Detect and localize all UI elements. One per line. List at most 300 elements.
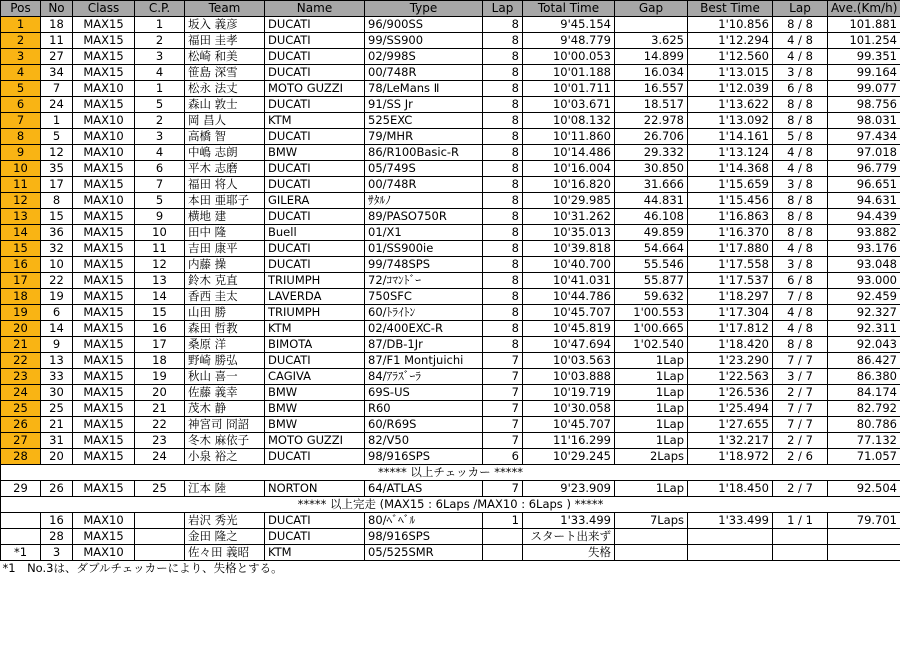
cell-gap: 1Lap xyxy=(615,353,688,369)
cell-team: 岩沢 秀光 xyxy=(185,513,265,529)
cell-pos xyxy=(1,513,41,529)
cell-cp: 20 xyxy=(135,385,185,401)
cell-cp: 23 xyxy=(135,433,185,449)
cell-average: 82.792 xyxy=(828,401,900,417)
cell-no: 8 xyxy=(41,193,73,209)
cell-total-time: 10'03.671 xyxy=(523,97,615,113)
cell-best-lap: 3 / 8 xyxy=(773,257,828,273)
cell-total-time: 10'41.031 xyxy=(523,273,615,289)
cell-team: 野崎 勝弘 xyxy=(185,353,265,369)
cell-best-lap: 1 / 1 xyxy=(773,513,828,529)
cell-best-lap: 2 / 6 xyxy=(773,449,828,465)
cell-no: 35 xyxy=(41,161,73,177)
cell-team: 福田 将人 xyxy=(185,177,265,193)
cell-average: 92.043 xyxy=(828,337,900,353)
cell-class: MAX15 xyxy=(73,33,135,49)
cell-cp: 16 xyxy=(135,321,185,337)
cell-no: 14 xyxy=(41,321,73,337)
cell-best-time: 1'13.622 xyxy=(688,97,773,113)
cell-cp xyxy=(135,513,185,529)
table-row xyxy=(1,401,900,417)
cell-best-time: 1'17.812 xyxy=(688,321,773,337)
cell-class: MAX10 xyxy=(73,113,135,129)
cell-best-time: 1'18.297 xyxy=(688,289,773,305)
cell-gap: 1'02.540 xyxy=(615,337,688,353)
cell-total-time: 10'19.719 xyxy=(523,385,615,401)
cell-pos: 29 xyxy=(1,481,41,497)
table-row xyxy=(1,161,900,177)
cell-gap: 16.034 xyxy=(615,65,688,81)
cell-gap: 1Lap xyxy=(615,385,688,401)
cell-average: 92.459 xyxy=(828,289,900,305)
cell-name: MOTO GUZZI xyxy=(265,81,365,97)
table-row xyxy=(1,529,900,545)
cell-cp: 3 xyxy=(135,129,185,145)
cell-team: 金田 隆之 xyxy=(185,529,265,545)
cell-best-time: 1'16.370 xyxy=(688,225,773,241)
cell-type: 98/916SPS xyxy=(365,449,483,465)
cell-name: DUCATI xyxy=(265,49,365,65)
cell-pos: 17 xyxy=(1,273,41,289)
cell-best-lap: 7 / 7 xyxy=(773,417,828,433)
cell-best-time: 1'25.494 xyxy=(688,401,773,417)
cell-best-lap: 3 / 8 xyxy=(773,177,828,193)
cell-cp: 10 xyxy=(135,225,185,241)
cell-pos: 11 xyxy=(1,177,41,193)
cell-name: DUCATI xyxy=(265,97,365,113)
cell-cp: 5 xyxy=(135,193,185,209)
cell-type: 02/400EXC-R xyxy=(365,321,483,337)
cell-gap: 29.332 xyxy=(615,145,688,161)
cell-class: MAX15 xyxy=(73,241,135,257)
cell-no: 12 xyxy=(41,145,73,161)
cell-total-time: 10'00.053 xyxy=(523,49,615,65)
cell-class: MAX15 xyxy=(73,273,135,289)
cell-team: 冬木 麻依子 xyxy=(185,433,265,449)
cell-total-time: 10'45.819 xyxy=(523,321,615,337)
cell-lap: 7 xyxy=(483,353,523,369)
cell-team: 江本 陸 xyxy=(185,481,265,497)
cell-class: MAX15 xyxy=(73,417,135,433)
cell-average: 101.881 xyxy=(828,17,900,33)
cell-pos: 19 xyxy=(1,305,41,321)
cell-total-time: 10'45.707 xyxy=(523,417,615,433)
cell-gap: 1Lap xyxy=(615,481,688,497)
table-row xyxy=(1,145,900,161)
cell-team: 中嶋 志朗 xyxy=(185,145,265,161)
cell-name: DUCATI xyxy=(265,33,365,49)
table-row xyxy=(1,481,900,497)
cell-best-time: 1'13.124 xyxy=(688,145,773,161)
cell-type: R60 xyxy=(365,401,483,417)
cell-gap: 55.546 xyxy=(615,257,688,273)
cell-no: 28 xyxy=(41,529,73,545)
cell-type: 96/900SS xyxy=(365,17,483,33)
cell-name: KTM xyxy=(265,321,365,337)
cell-pos: 8 xyxy=(1,129,41,145)
cell-pos: 7 xyxy=(1,113,41,129)
cell-no: 31 xyxy=(41,433,73,449)
cell-name: DUCATI xyxy=(265,241,365,257)
cell-cp: 6 xyxy=(135,161,185,177)
cell-no: 11 xyxy=(41,33,73,49)
header-pos: Pos xyxy=(1,1,41,17)
cell-class: MAX15 xyxy=(73,433,135,449)
cell-no: 20 xyxy=(41,449,73,465)
cell-class: MAX15 xyxy=(73,321,135,337)
header-gap: Gap xyxy=(615,1,688,17)
cell-pos: 15 xyxy=(1,241,41,257)
cell-name: BMW xyxy=(265,385,365,401)
cell-type: 80/ﾍﾞﾍﾞﾙ xyxy=(365,513,483,529)
cell-lap: 8 xyxy=(483,129,523,145)
cell-average: 98.031 xyxy=(828,113,900,129)
header-name: Name xyxy=(265,1,365,17)
header-cp: C.P. xyxy=(135,1,185,17)
cell-cp: 1 xyxy=(135,17,185,33)
cell-total-time: 10'45.707 xyxy=(523,305,615,321)
table-row xyxy=(1,417,900,433)
header-type: Type xyxy=(365,1,483,17)
cell-team: 高橋 智 xyxy=(185,129,265,145)
cell-gap: 3.625 xyxy=(615,33,688,49)
cell-type: 01/X1 xyxy=(365,225,483,241)
cell-name: LAVERDA xyxy=(265,289,365,305)
cell-team: 吉田 康平 xyxy=(185,241,265,257)
cell-gap xyxy=(615,545,688,561)
cell-lap: 6 xyxy=(483,449,523,465)
cell-cp: 19 xyxy=(135,369,185,385)
cell-type: 00/748R xyxy=(365,177,483,193)
cell-cp xyxy=(135,529,185,545)
cell-total-time: 10'03.563 xyxy=(523,353,615,369)
cell-type: 05/525SMR xyxy=(365,545,483,561)
header-class: Class xyxy=(73,1,135,17)
cell-best-time: 1'12.039 xyxy=(688,81,773,97)
cell-no: 34 xyxy=(41,65,73,81)
table-row xyxy=(1,177,900,193)
cell-best-lap: 6 / 8 xyxy=(773,81,828,97)
cell-team: 坂入 義彦 xyxy=(185,17,265,33)
cell-lap: 8 xyxy=(483,113,523,129)
cell-class: MAX15 xyxy=(73,449,135,465)
cell-name: DUCATI xyxy=(265,257,365,273)
cell-team: 茂木 静 xyxy=(185,401,265,417)
cell-best-lap: 4 / 8 xyxy=(773,33,828,49)
cell-class: MAX15 xyxy=(73,65,135,81)
cell-lap: 8 xyxy=(483,337,523,353)
header-average: Ave.(Km/h) xyxy=(828,1,900,17)
cell-average: 97.434 xyxy=(828,129,900,145)
cell-average: 93.000 xyxy=(828,273,900,289)
cell-cp: 7 xyxy=(135,177,185,193)
cell-no: 21 xyxy=(41,417,73,433)
cell-cp: 1 xyxy=(135,81,185,97)
cell-average: 92.504 xyxy=(828,481,900,497)
cell-name: MOTO GUZZI xyxy=(265,433,365,449)
cell-lap: 8 xyxy=(483,273,523,289)
cell-pos: 18 xyxy=(1,289,41,305)
cell-team: 小泉 裕之 xyxy=(185,449,265,465)
header-best-lap: Lap xyxy=(773,1,828,17)
cell-gap: 16.557 xyxy=(615,81,688,97)
table-row xyxy=(1,513,900,529)
cell-best-lap: 3 / 7 xyxy=(773,369,828,385)
cell-total-time: 10'01.188 xyxy=(523,65,615,81)
header-best-time: Best Time xyxy=(688,1,773,17)
cell-gap xyxy=(615,529,688,545)
cell-total-time: 9'48.779 xyxy=(523,33,615,49)
cell-pos: 6 xyxy=(1,97,41,113)
cell-pos: 13 xyxy=(1,209,41,225)
cell-team: 鈴木 克直 xyxy=(185,273,265,289)
cell-team: 内藤 操 xyxy=(185,257,265,273)
cell-gap: 1'00.553 xyxy=(615,305,688,321)
cell-cp: 18 xyxy=(135,353,185,369)
cell-team: 佐藤 義幸 xyxy=(185,385,265,401)
cell-class: MAX15 xyxy=(73,529,135,545)
cell-gap: 54.664 xyxy=(615,241,688,257)
cell-pos: 26 xyxy=(1,417,41,433)
cell-class: MAX15 xyxy=(73,17,135,33)
cell-best-time: 1'17.558 xyxy=(688,257,773,273)
table-row xyxy=(1,17,900,33)
header-team: Team xyxy=(185,1,265,17)
cell-total-time: 10'14.486 xyxy=(523,145,615,161)
cell-best-time: 1'13.015 xyxy=(688,65,773,81)
cell-best-lap: 4 / 8 xyxy=(773,241,828,257)
cell-pos: 3 xyxy=(1,49,41,65)
cell-team: 松崎 和美 xyxy=(185,49,265,65)
cell-type: 87/F1 Montjuichi xyxy=(365,353,483,369)
cell-name: GILERA xyxy=(265,193,365,209)
cell-total-time: 10'44.786 xyxy=(523,289,615,305)
cell-best-lap: 5 / 8 xyxy=(773,129,828,145)
cell-best-time: 1'23.290 xyxy=(688,353,773,369)
cell-total-time: 9'45.154 xyxy=(523,17,615,33)
cell-type: 87/DB-1Jr xyxy=(365,337,483,353)
cell-best-time: 1'13.092 xyxy=(688,113,773,129)
cell-lap: 1 xyxy=(483,513,523,529)
cell-gap: 1'00.665 xyxy=(615,321,688,337)
cell-name: DUCATI xyxy=(265,129,365,145)
table-row xyxy=(1,129,900,145)
cell-pos: *1 xyxy=(1,545,41,561)
cell-team: 本田 亜耶子 xyxy=(185,193,265,209)
cell-cp: 12 xyxy=(135,257,185,273)
cell-best-lap: 8 / 8 xyxy=(773,17,828,33)
finish-separator: ***** 以上完走 (MAX15 : 6Laps /MAX10 : 6Laps ) ***** xyxy=(1,497,900,513)
cell-name: CAGIVA xyxy=(265,369,365,385)
cell-name: BMW xyxy=(265,401,365,417)
cell-class: MAX15 xyxy=(73,337,135,353)
cell-no: 10 xyxy=(41,257,73,273)
cell-cp: 24 xyxy=(135,449,185,465)
cell-type: 60/R69S xyxy=(365,417,483,433)
header-lap: Lap xyxy=(483,1,523,17)
cell-no: 24 xyxy=(41,97,73,113)
cell-no: 33 xyxy=(41,369,73,385)
cell-no: 5 xyxy=(41,129,73,145)
cell-type: 98/916SPS xyxy=(365,529,483,545)
cell-lap: 8 xyxy=(483,209,523,225)
cell-lap: 8 xyxy=(483,145,523,161)
cell-average: 86.380 xyxy=(828,369,900,385)
cell-gap: 46.108 xyxy=(615,209,688,225)
cell-team: 森山 敦士 xyxy=(185,97,265,113)
cell-best-time: 1'27.655 xyxy=(688,417,773,433)
table-row xyxy=(1,241,900,257)
cell-team: 横地 建 xyxy=(185,209,265,225)
cell-average: 93.882 xyxy=(828,225,900,241)
cell-total-time: 10'29.985 xyxy=(523,193,615,209)
cell-type: 82/V50 xyxy=(365,433,483,449)
cell-team: 平木 志磨 xyxy=(185,161,265,177)
cell-lap: 8 xyxy=(483,225,523,241)
cell-total-time: 10'11.860 xyxy=(523,129,615,145)
table-row xyxy=(1,225,900,241)
cell-lap: 8 xyxy=(483,241,523,257)
cell-total-time: 10'08.132 xyxy=(523,113,615,129)
cell-type: 01/SS900ie xyxy=(365,241,483,257)
cell-best-lap: 8 / 8 xyxy=(773,337,828,353)
cell-team: 森田 哲教 xyxy=(185,321,265,337)
cell-name: DUCATI xyxy=(265,529,365,545)
cell-pos: 9 xyxy=(1,145,41,161)
cell-best-lap: 4 / 8 xyxy=(773,49,828,65)
cell-lap: 8 xyxy=(483,289,523,305)
cell-team: 福田 圭孝 xyxy=(185,33,265,49)
cell-lap: 8 xyxy=(483,305,523,321)
cell-type: ｻﾀﾙﾉ xyxy=(365,193,483,209)
table-row xyxy=(1,81,900,97)
cell-lap: 7 xyxy=(483,369,523,385)
cell-class: MAX15 xyxy=(73,177,135,193)
cell-name: KTM xyxy=(265,545,365,561)
cell-cp: 2 xyxy=(135,33,185,49)
cell-gap: 1Lap xyxy=(615,401,688,417)
cell-type: 84/ｱﾗｽﾞｰﾗ xyxy=(365,369,483,385)
cell-best-lap: 4 / 8 xyxy=(773,321,828,337)
cell-pos xyxy=(1,529,41,545)
cell-pos: 4 xyxy=(1,65,41,81)
cell-average: 77.132 xyxy=(828,433,900,449)
cell-cp: 2 xyxy=(135,113,185,129)
cell-pos: 14 xyxy=(1,225,41,241)
cell-cp: 9 xyxy=(135,209,185,225)
table-row xyxy=(1,321,900,337)
cell-best-lap: 7 / 7 xyxy=(773,401,828,417)
cell-lap: 8 xyxy=(483,161,523,177)
cell-type: 750SFC xyxy=(365,289,483,305)
cell-team: 岡 昌人 xyxy=(185,113,265,129)
cell-best-lap: 2 / 7 xyxy=(773,385,828,401)
cell-total-time: 10'16.820 xyxy=(523,177,615,193)
table-row xyxy=(1,97,900,113)
cell-pos: 16 xyxy=(1,257,41,273)
cell-cp: 3 xyxy=(135,49,185,65)
separator-row xyxy=(1,465,900,481)
cell-total-time: 11'16.299 xyxy=(523,433,615,449)
cell-no: 16 xyxy=(41,513,73,529)
cell-best-lap: 4 / 8 xyxy=(773,161,828,177)
table-row xyxy=(1,273,900,289)
cell-gap: 2Laps xyxy=(615,449,688,465)
cell-best-lap: 6 / 8 xyxy=(773,273,828,289)
cell-gap: 7Laps xyxy=(615,513,688,529)
cell-best-time: 1'15.456 xyxy=(688,193,773,209)
cell-average: 98.756 xyxy=(828,97,900,113)
cell-gap: 59.632 xyxy=(615,289,688,305)
cell-best-time: 1'15.659 xyxy=(688,177,773,193)
cell-type: 89/PASO750R xyxy=(365,209,483,225)
cell-average: 97.018 xyxy=(828,145,900,161)
cell-class: MAX15 xyxy=(73,257,135,273)
table-row xyxy=(1,369,900,385)
cell-average: 93.048 xyxy=(828,257,900,273)
cell-team: 田中 隆 xyxy=(185,225,265,241)
cell-no: 30 xyxy=(41,385,73,401)
cell-total-time: 10'30.058 xyxy=(523,401,615,417)
cell-no: 1 xyxy=(41,113,73,129)
cell-type: 02/998S xyxy=(365,49,483,65)
table-row xyxy=(1,257,900,273)
table-row xyxy=(1,337,900,353)
header-no: No xyxy=(41,1,73,17)
cell-pos: 28 xyxy=(1,449,41,465)
cell-class: MAX15 xyxy=(73,97,135,113)
cell-best-time: 1'18.420 xyxy=(688,337,773,353)
cell-type: 91/SS Jr xyxy=(365,97,483,113)
cell-pos: 1 xyxy=(1,17,41,33)
cell-type: 05/749S xyxy=(365,161,483,177)
cell-best-lap: 4 / 8 xyxy=(773,145,828,161)
cell-average: 80.786 xyxy=(828,417,900,433)
cell-lap: 7 xyxy=(483,385,523,401)
cell-team: 神宮司 冏詔 xyxy=(185,417,265,433)
cell-best-time: 1'26.536 xyxy=(688,385,773,401)
cell-best-lap: 2 / 7 xyxy=(773,433,828,449)
checker-separator: ***** 以上チェッカー ***** xyxy=(1,465,900,481)
cell-best-lap: 2 / 7 xyxy=(773,481,828,497)
cell-best-time: 1'17.537 xyxy=(688,273,773,289)
cell-type: 00/748R xyxy=(365,65,483,81)
cell-class: MAX10 xyxy=(73,513,135,529)
cell-name: DUCATI xyxy=(265,65,365,81)
cell-average: 94.439 xyxy=(828,209,900,225)
cell-name: Buell xyxy=(265,225,365,241)
cell-name: DUCATI xyxy=(265,17,365,33)
cell-best-lap: 4 / 8 xyxy=(773,305,828,321)
cell-lap: 7 xyxy=(483,401,523,417)
cell-cp: 13 xyxy=(135,273,185,289)
cell-average: 99.164 xyxy=(828,65,900,81)
cell-cp: 14 xyxy=(135,289,185,305)
cell-best-lap xyxy=(773,545,828,561)
table-row xyxy=(1,33,900,49)
cell-no: 27 xyxy=(41,49,73,65)
footnote: *1 No.3は、ダブルチェッカーにより、失格とする。 xyxy=(2,561,283,575)
table-row xyxy=(1,305,900,321)
cell-gap xyxy=(615,17,688,33)
cell-team: 佐々田 義昭 xyxy=(185,545,265,561)
table-row xyxy=(1,209,900,225)
cell-average: 96.651 xyxy=(828,177,900,193)
cell-total-time: 10'16.004 xyxy=(523,161,615,177)
separator-row xyxy=(1,497,900,513)
cell-pos: 27 xyxy=(1,433,41,449)
cell-name: DUCATI xyxy=(265,449,365,465)
